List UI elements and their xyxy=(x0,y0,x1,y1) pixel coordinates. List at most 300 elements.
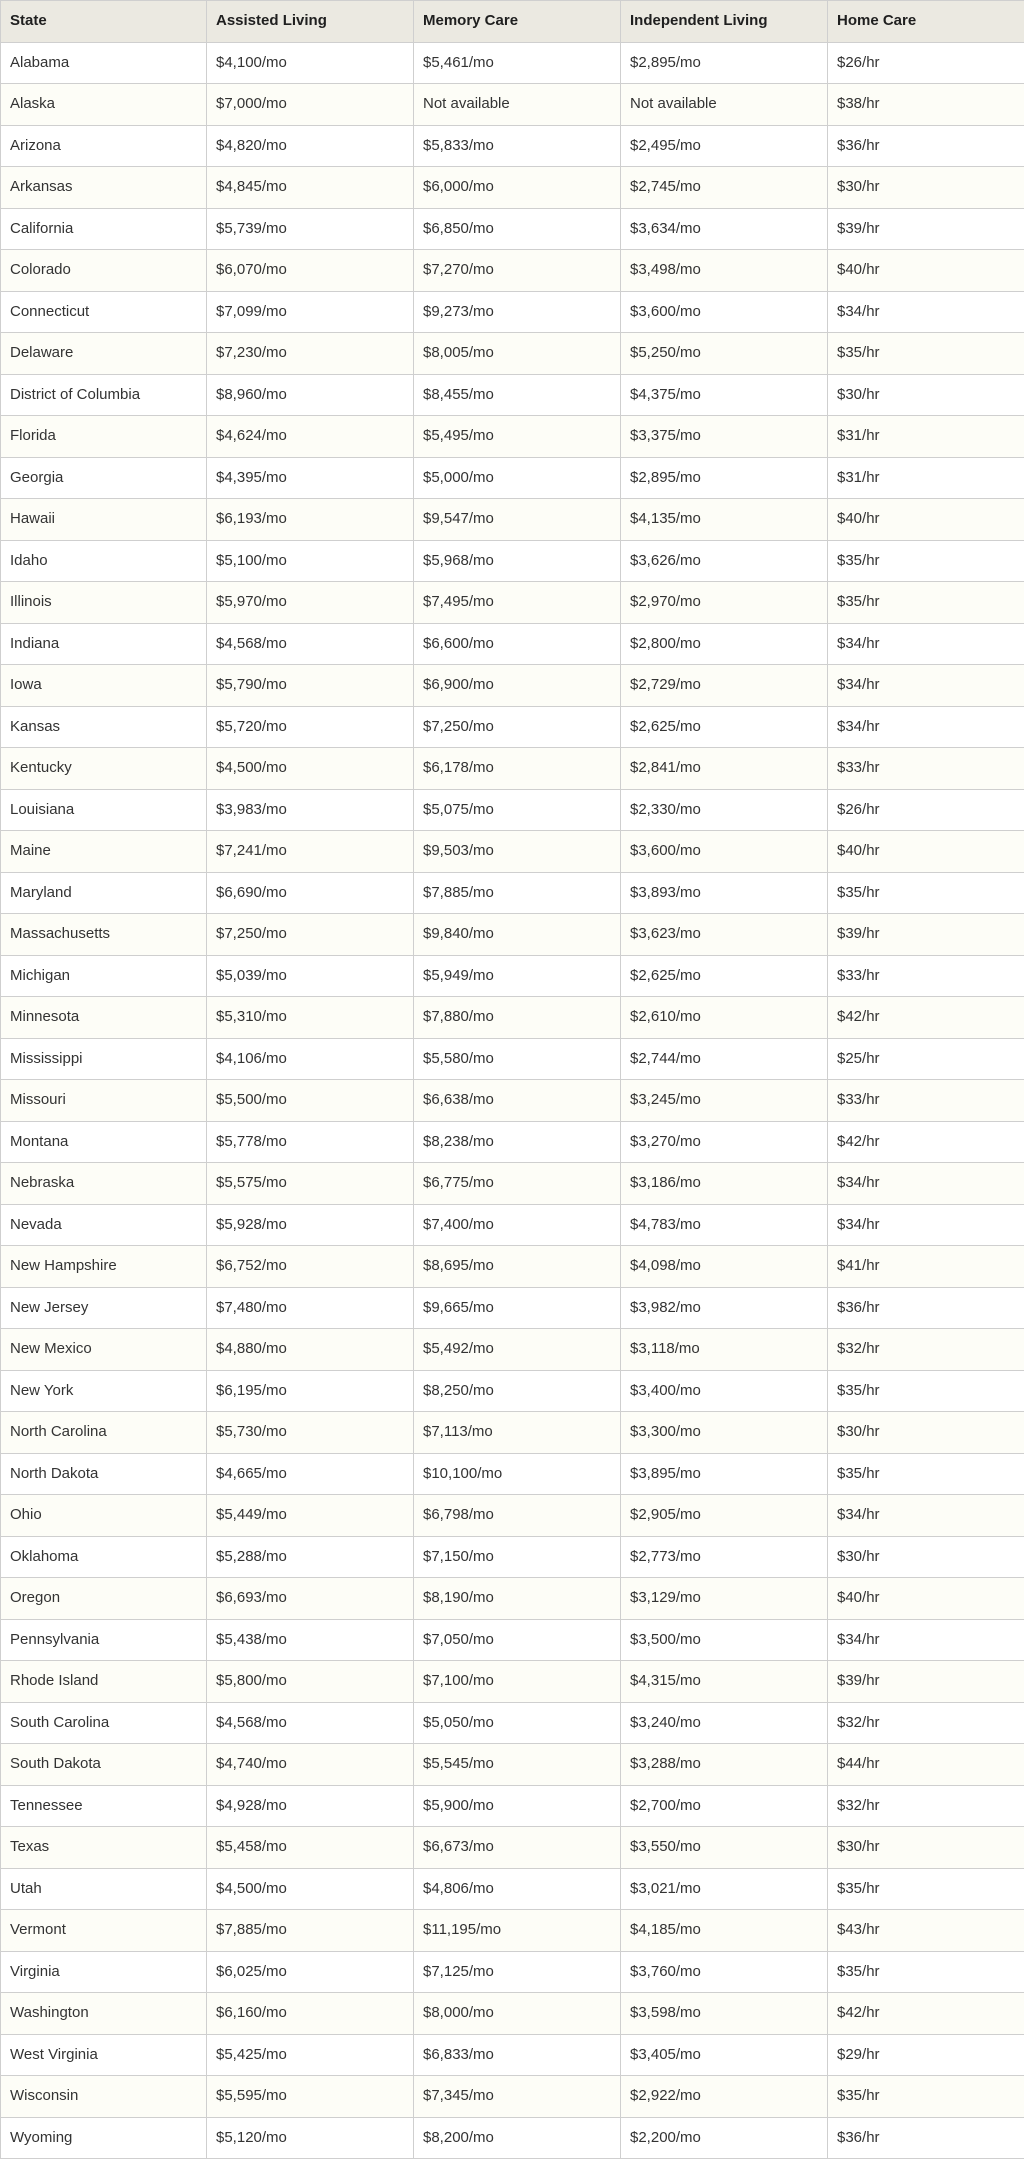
assisted-living-cell: $5,288/mo xyxy=(207,1536,414,1578)
header-independent-living: Independent Living xyxy=(621,1,828,43)
memory-care-cell: $8,238/mo xyxy=(414,1121,621,1163)
home-care-cell: $34/hr xyxy=(828,1163,1024,1205)
independent-living-cell: $3,245/mo xyxy=(621,1080,828,1122)
state-cell: Texas xyxy=(1,1827,207,1869)
home-care-cell: $31/hr xyxy=(828,416,1024,458)
table-row xyxy=(1,167,1024,209)
independent-living-cell: $3,270/mo xyxy=(621,1121,828,1163)
table-row xyxy=(1,1121,1024,1163)
assisted-living-cell: $4,568/mo xyxy=(207,1702,414,1744)
assisted-living-cell: $5,575/mo xyxy=(207,1163,414,1205)
state-cell: Utah xyxy=(1,1868,207,1910)
independent-living-cell: $3,186/mo xyxy=(621,1163,828,1205)
home-care-cell: $29/hr xyxy=(828,2034,1024,2076)
home-care-cell: $39/hr xyxy=(828,208,1024,250)
table-row xyxy=(1,665,1024,707)
table-header xyxy=(1,1,1024,43)
state-cell: Kansas xyxy=(1,706,207,748)
home-care-cell: $34/hr xyxy=(828,1204,1024,1246)
table-row xyxy=(1,1993,1024,2035)
independent-living-cell: $2,841/mo xyxy=(621,748,828,790)
table-row xyxy=(1,1619,1024,1661)
home-care-cell: $30/hr xyxy=(828,374,1024,416)
table-row xyxy=(1,1744,1024,1786)
table-row xyxy=(1,457,1024,499)
assisted-living-cell: $5,928/mo xyxy=(207,1204,414,1246)
table-row xyxy=(1,831,1024,873)
assisted-living-cell: $4,740/mo xyxy=(207,1744,414,1786)
state-cell: Delaware xyxy=(1,333,207,375)
assisted-living-cell: $5,730/mo xyxy=(207,1412,414,1454)
home-care-cell: $32/hr xyxy=(828,1785,1024,1827)
memory-care-cell: $8,200/mo xyxy=(414,2117,621,2159)
home-care-cell: $35/hr xyxy=(828,540,1024,582)
assisted-living-cell: $5,790/mo xyxy=(207,665,414,707)
home-care-cell: $26/hr xyxy=(828,42,1024,84)
home-care-cell: $40/hr xyxy=(828,831,1024,873)
state-cell: Connecticut xyxy=(1,291,207,333)
state-cell: Virginia xyxy=(1,1951,207,1993)
assisted-living-cell: $7,000/mo xyxy=(207,84,414,126)
state-cell: Nebraska xyxy=(1,1163,207,1205)
memory-care-cell: $7,125/mo xyxy=(414,1951,621,1993)
memory-care-cell: $8,455/mo xyxy=(414,374,621,416)
assisted-living-cell: $5,438/mo xyxy=(207,1619,414,1661)
independent-living-cell: $3,598/mo xyxy=(621,1993,828,2035)
state-cell: Arizona xyxy=(1,125,207,167)
state-cell: Montana xyxy=(1,1121,207,1163)
home-care-cell: $38/hr xyxy=(828,84,1024,126)
state-cell: Louisiana xyxy=(1,789,207,831)
state-cell: Idaho xyxy=(1,540,207,582)
independent-living-cell: $3,129/mo xyxy=(621,1578,828,1620)
memory-care-cell: Not available xyxy=(414,84,621,126)
table-row xyxy=(1,1910,1024,1952)
state-cell: Iowa xyxy=(1,665,207,707)
assisted-living-cell: $5,120/mo xyxy=(207,2117,414,2159)
independent-living-cell: $4,315/mo xyxy=(621,1661,828,1703)
table-row xyxy=(1,1038,1024,1080)
table-row xyxy=(1,1785,1024,1827)
memory-care-cell: $7,270/mo xyxy=(414,250,621,292)
home-care-cell: $34/hr xyxy=(828,1495,1024,1537)
independent-living-cell: $3,600/mo xyxy=(621,831,828,873)
home-care-cell: $33/hr xyxy=(828,1080,1024,1122)
state-cell: Maryland xyxy=(1,872,207,914)
independent-living-cell: $3,626/mo xyxy=(621,540,828,582)
independent-living-cell: $2,729/mo xyxy=(621,665,828,707)
state-cell: Tennessee xyxy=(1,1785,207,1827)
state-cell: Rhode Island xyxy=(1,1661,207,1703)
independent-living-cell: $3,118/mo xyxy=(621,1329,828,1371)
assisted-living-cell: $5,100/mo xyxy=(207,540,414,582)
table-row xyxy=(1,706,1024,748)
state-cell: Washington xyxy=(1,1993,207,2035)
memory-care-cell: $6,000/mo xyxy=(414,167,621,209)
table-row xyxy=(1,2076,1024,2118)
state-cell: Alabama xyxy=(1,42,207,84)
memory-care-cell: $7,345/mo xyxy=(414,2076,621,2118)
home-care-cell: $34/hr xyxy=(828,1619,1024,1661)
table-row xyxy=(1,250,1024,292)
state-cell: Maine xyxy=(1,831,207,873)
assisted-living-cell: $5,970/mo xyxy=(207,582,414,624)
table-row xyxy=(1,1370,1024,1412)
assisted-living-cell: $4,665/mo xyxy=(207,1453,414,1495)
assisted-living-cell: $5,425/mo xyxy=(207,2034,414,2076)
memory-care-cell: $6,850/mo xyxy=(414,208,621,250)
assisted-living-cell: $5,778/mo xyxy=(207,1121,414,1163)
table-row xyxy=(1,291,1024,333)
assisted-living-cell: $6,070/mo xyxy=(207,250,414,292)
home-care-cell: $42/hr xyxy=(828,1993,1024,2035)
state-cell: Alaska xyxy=(1,84,207,126)
memory-care-cell: $6,798/mo xyxy=(414,1495,621,1537)
home-care-cell: $34/hr xyxy=(828,706,1024,748)
independent-living-cell: $2,745/mo xyxy=(621,167,828,209)
home-care-cell: $35/hr xyxy=(828,1453,1024,1495)
state-cell: Indiana xyxy=(1,623,207,665)
memory-care-cell: $7,050/mo xyxy=(414,1619,621,1661)
table-row xyxy=(1,1578,1024,1620)
assisted-living-cell: $4,500/mo xyxy=(207,1868,414,1910)
home-care-cell: $33/hr xyxy=(828,748,1024,790)
state-cell: Michigan xyxy=(1,955,207,997)
table-row xyxy=(1,1951,1024,1993)
table-row xyxy=(1,1661,1024,1703)
assisted-living-cell: $4,845/mo xyxy=(207,167,414,209)
table-row xyxy=(1,2117,1024,2159)
state-cell: New Jersey xyxy=(1,1287,207,1329)
independent-living-cell: $3,375/mo xyxy=(621,416,828,458)
memory-care-cell: $5,461/mo xyxy=(414,42,621,84)
home-care-cell: $33/hr xyxy=(828,955,1024,997)
memory-care-cell: $6,900/mo xyxy=(414,665,621,707)
state-cell: District of Columbia xyxy=(1,374,207,416)
assisted-living-cell: $6,025/mo xyxy=(207,1951,414,1993)
independent-living-cell: $2,495/mo xyxy=(621,125,828,167)
table-row xyxy=(1,125,1024,167)
independent-living-cell: $3,893/mo xyxy=(621,872,828,914)
independent-living-cell: $2,330/mo xyxy=(621,789,828,831)
table-row xyxy=(1,540,1024,582)
memory-care-cell: $8,000/mo xyxy=(414,1993,621,2035)
assisted-living-cell: $4,106/mo xyxy=(207,1038,414,1080)
memory-care-cell: $7,495/mo xyxy=(414,582,621,624)
memory-care-cell: $5,050/mo xyxy=(414,1702,621,1744)
memory-care-cell: $5,492/mo xyxy=(414,1329,621,1371)
header-home-care: Home Care xyxy=(828,1,1024,43)
memory-care-cell: $7,250/mo xyxy=(414,706,621,748)
assisted-living-cell: $8,960/mo xyxy=(207,374,414,416)
memory-care-cell: $6,638/mo xyxy=(414,1080,621,1122)
table-row xyxy=(1,1702,1024,1744)
assisted-living-cell: $5,310/mo xyxy=(207,997,414,1039)
table-row xyxy=(1,499,1024,541)
table-row xyxy=(1,1868,1024,1910)
independent-living-cell: $3,498/mo xyxy=(621,250,828,292)
independent-living-cell: $3,550/mo xyxy=(621,1827,828,1869)
memory-care-cell: $5,900/mo xyxy=(414,1785,621,1827)
independent-living-cell: $2,610/mo xyxy=(621,997,828,1039)
independent-living-cell: $3,634/mo xyxy=(621,208,828,250)
home-care-cell: $25/hr xyxy=(828,1038,1024,1080)
header-memory-care: Memory Care xyxy=(414,1,621,43)
independent-living-cell: $3,500/mo xyxy=(621,1619,828,1661)
table-row xyxy=(1,623,1024,665)
table-row xyxy=(1,789,1024,831)
memory-care-cell: $5,000/mo xyxy=(414,457,621,499)
state-cell: Nevada xyxy=(1,1204,207,1246)
table-row xyxy=(1,748,1024,790)
memory-care-cell: $5,495/mo xyxy=(414,416,621,458)
memory-care-cell: $9,547/mo xyxy=(414,499,621,541)
table-row xyxy=(1,2034,1024,2076)
home-care-cell: $36/hr xyxy=(828,125,1024,167)
assisted-living-cell: $6,195/mo xyxy=(207,1370,414,1412)
table-row xyxy=(1,333,1024,375)
table-row xyxy=(1,42,1024,84)
memory-care-cell: $8,005/mo xyxy=(414,333,621,375)
assisted-living-cell: $4,500/mo xyxy=(207,748,414,790)
home-care-cell: $39/hr xyxy=(828,914,1024,956)
table-row xyxy=(1,872,1024,914)
independent-living-cell: $3,405/mo xyxy=(621,2034,828,2076)
state-cell: Illinois xyxy=(1,582,207,624)
memory-care-cell: $7,400/mo xyxy=(414,1204,621,1246)
state-cell: North Dakota xyxy=(1,1453,207,1495)
home-care-cell: $30/hr xyxy=(828,1536,1024,1578)
independent-living-cell: $3,021/mo xyxy=(621,1868,828,1910)
table-row xyxy=(1,1246,1024,1288)
assisted-living-cell: $5,595/mo xyxy=(207,2076,414,2118)
home-care-cell: $32/hr xyxy=(828,1702,1024,1744)
assisted-living-cell: $4,820/mo xyxy=(207,125,414,167)
memory-care-cell: $7,100/mo xyxy=(414,1661,621,1703)
assisted-living-cell: $5,458/mo xyxy=(207,1827,414,1869)
state-cell: Arkansas xyxy=(1,167,207,209)
home-care-cell: $40/hr xyxy=(828,1578,1024,1620)
home-care-cell: $41/hr xyxy=(828,1246,1024,1288)
independent-living-cell: $4,375/mo xyxy=(621,374,828,416)
table-row xyxy=(1,1163,1024,1205)
table-row xyxy=(1,997,1024,1039)
memory-care-cell: $8,695/mo xyxy=(414,1246,621,1288)
assisted-living-cell: $7,241/mo xyxy=(207,831,414,873)
independent-living-cell: $4,135/mo xyxy=(621,499,828,541)
table-body xyxy=(1,42,1024,2159)
assisted-living-cell: $5,800/mo xyxy=(207,1661,414,1703)
home-care-cell: $34/hr xyxy=(828,291,1024,333)
home-care-cell: $42/hr xyxy=(828,997,1024,1039)
memory-care-cell: $11,195/mo xyxy=(414,1910,621,1952)
state-cell: Hawaii xyxy=(1,499,207,541)
home-care-cell: $32/hr xyxy=(828,1329,1024,1371)
home-care-cell: $26/hr xyxy=(828,789,1024,831)
assisted-living-cell: $6,193/mo xyxy=(207,499,414,541)
memory-care-cell: $5,949/mo xyxy=(414,955,621,997)
independent-living-cell: $4,185/mo xyxy=(621,1910,828,1952)
table-row xyxy=(1,1329,1024,1371)
assisted-living-cell: $4,395/mo xyxy=(207,457,414,499)
independent-living-cell: Not available xyxy=(621,84,828,126)
table-row xyxy=(1,84,1024,126)
state-cell: Missouri xyxy=(1,1080,207,1122)
home-care-cell: $35/hr xyxy=(828,333,1024,375)
table-row xyxy=(1,914,1024,956)
table-row xyxy=(1,416,1024,458)
header-state: State xyxy=(1,1,207,43)
state-cell: Mississippi xyxy=(1,1038,207,1080)
state-cell: California xyxy=(1,208,207,250)
state-cell: Wisconsin xyxy=(1,2076,207,2118)
table-row xyxy=(1,1412,1024,1454)
table-row xyxy=(1,1536,1024,1578)
assisted-living-cell: $6,160/mo xyxy=(207,1993,414,2035)
memory-care-cell: $6,833/mo xyxy=(414,2034,621,2076)
assisted-living-cell: $7,099/mo xyxy=(207,291,414,333)
memory-care-cell: $7,113/mo xyxy=(414,1412,621,1454)
memory-care-cell: $6,673/mo xyxy=(414,1827,621,1869)
memory-care-cell: $9,273/mo xyxy=(414,291,621,333)
independent-living-cell: $4,783/mo xyxy=(621,1204,828,1246)
state-cell: Massachusetts xyxy=(1,914,207,956)
independent-living-cell: $2,895/mo xyxy=(621,42,828,84)
assisted-living-cell: $6,752/mo xyxy=(207,1246,414,1288)
state-cell: Georgia xyxy=(1,457,207,499)
independent-living-cell: $4,098/mo xyxy=(621,1246,828,1288)
home-care-cell: $35/hr xyxy=(828,1370,1024,1412)
home-care-cell: $36/hr xyxy=(828,2117,1024,2159)
state-cell: Pennsylvania xyxy=(1,1619,207,1661)
state-cell: New York xyxy=(1,1370,207,1412)
home-care-cell: $36/hr xyxy=(828,1287,1024,1329)
home-care-cell: $35/hr xyxy=(828,582,1024,624)
assisted-living-cell: $4,928/mo xyxy=(207,1785,414,1827)
independent-living-cell: $2,700/mo xyxy=(621,1785,828,1827)
state-cell: Florida xyxy=(1,416,207,458)
home-care-cell: $31/hr xyxy=(828,457,1024,499)
home-care-cell: $39/hr xyxy=(828,1661,1024,1703)
state-cell: Kentucky xyxy=(1,748,207,790)
table-row xyxy=(1,1080,1024,1122)
home-care-cell: $30/hr xyxy=(828,1412,1024,1454)
memory-care-cell: $5,580/mo xyxy=(414,1038,621,1080)
table-row xyxy=(1,582,1024,624)
independent-living-cell: $2,800/mo xyxy=(621,623,828,665)
state-cell: South Dakota xyxy=(1,1744,207,1786)
independent-living-cell: $5,250/mo xyxy=(621,333,828,375)
assisted-living-cell: $7,480/mo xyxy=(207,1287,414,1329)
home-care-cell: $44/hr xyxy=(828,1744,1024,1786)
memory-care-cell: $9,665/mo xyxy=(414,1287,621,1329)
assisted-living-cell: $5,500/mo xyxy=(207,1080,414,1122)
state-cell: West Virginia xyxy=(1,2034,207,2076)
assisted-living-cell: $4,568/mo xyxy=(207,623,414,665)
state-cell: Oregon xyxy=(1,1578,207,1620)
memory-care-cell: $6,775/mo xyxy=(414,1163,621,1205)
memory-care-cell: $7,885/mo xyxy=(414,872,621,914)
assisted-living-cell: $3,983/mo xyxy=(207,789,414,831)
assisted-living-cell: $7,230/mo xyxy=(207,333,414,375)
memory-care-cell: $4,806/mo xyxy=(414,1868,621,1910)
memory-care-cell: $10,100/mo xyxy=(414,1453,621,1495)
state-cell: Vermont xyxy=(1,1910,207,1952)
independent-living-cell: $2,905/mo xyxy=(621,1495,828,1537)
memory-care-cell: $8,250/mo xyxy=(414,1370,621,1412)
independent-living-cell: $3,288/mo xyxy=(621,1744,828,1786)
home-care-cell: $35/hr xyxy=(828,1868,1024,1910)
state-cell: Wyoming xyxy=(1,2117,207,2159)
assisted-living-cell: $6,693/mo xyxy=(207,1578,414,1620)
independent-living-cell: $2,200/mo xyxy=(621,2117,828,2159)
independent-living-cell: $3,623/mo xyxy=(621,914,828,956)
state-cell: North Carolina xyxy=(1,1412,207,1454)
memory-care-cell: $5,833/mo xyxy=(414,125,621,167)
independent-living-cell: $3,240/mo xyxy=(621,1702,828,1744)
independent-living-cell: $3,982/mo xyxy=(621,1287,828,1329)
assisted-living-cell: $5,739/mo xyxy=(207,208,414,250)
independent-living-cell: $3,400/mo xyxy=(621,1370,828,1412)
independent-living-cell: $2,625/mo xyxy=(621,706,828,748)
independent-living-cell: $2,895/mo xyxy=(621,457,828,499)
home-care-cell: $35/hr xyxy=(828,872,1024,914)
assisted-living-cell: $7,885/mo xyxy=(207,1910,414,1952)
independent-living-cell: $2,922/mo xyxy=(621,2076,828,2118)
assisted-living-cell: $7,250/mo xyxy=(207,914,414,956)
assisted-living-cell: $4,100/mo xyxy=(207,42,414,84)
table-row xyxy=(1,374,1024,416)
memory-care-cell: $8,190/mo xyxy=(414,1578,621,1620)
memory-care-cell: $5,075/mo xyxy=(414,789,621,831)
header-assisted-living: Assisted Living xyxy=(207,1,414,43)
independent-living-cell: $2,970/mo xyxy=(621,582,828,624)
independent-living-cell: $3,600/mo xyxy=(621,291,828,333)
assisted-living-cell: $5,720/mo xyxy=(207,706,414,748)
assisted-living-cell: $4,624/mo xyxy=(207,416,414,458)
state-cell: Colorado xyxy=(1,250,207,292)
state-cell: South Carolina xyxy=(1,1702,207,1744)
home-care-cell: $43/hr xyxy=(828,1910,1024,1952)
assisted-living-cell: $5,039/mo xyxy=(207,955,414,997)
memory-care-cell: $5,968/mo xyxy=(414,540,621,582)
table-row xyxy=(1,1453,1024,1495)
home-care-cell: $34/hr xyxy=(828,665,1024,707)
memory-care-cell: $5,545/mo xyxy=(414,1744,621,1786)
home-care-cell: $30/hr xyxy=(828,167,1024,209)
independent-living-cell: $3,895/mo xyxy=(621,1453,828,1495)
memory-care-cell: $7,880/mo xyxy=(414,997,621,1039)
home-care-cell: $34/hr xyxy=(828,623,1024,665)
home-care-cell: $40/hr xyxy=(828,499,1024,541)
memory-care-cell: $6,178/mo xyxy=(414,748,621,790)
independent-living-cell: $3,760/mo xyxy=(621,1951,828,1993)
memory-care-cell: $6,600/mo xyxy=(414,623,621,665)
home-care-cell: $40/hr xyxy=(828,250,1024,292)
table-row xyxy=(1,955,1024,997)
home-care-cell: $35/hr xyxy=(828,2076,1024,2118)
home-care-cell: $35/hr xyxy=(828,1951,1024,1993)
state-cell: Oklahoma xyxy=(1,1536,207,1578)
home-care-cell: $30/hr xyxy=(828,1827,1024,1869)
independent-living-cell: $2,744/mo xyxy=(621,1038,828,1080)
table-row xyxy=(1,1204,1024,1246)
independent-living-cell: $2,773/mo xyxy=(621,1536,828,1578)
table-row xyxy=(1,208,1024,250)
header-row xyxy=(1,1,1024,43)
memory-care-cell: $7,150/mo xyxy=(414,1536,621,1578)
state-cell: New Mexico xyxy=(1,1329,207,1371)
